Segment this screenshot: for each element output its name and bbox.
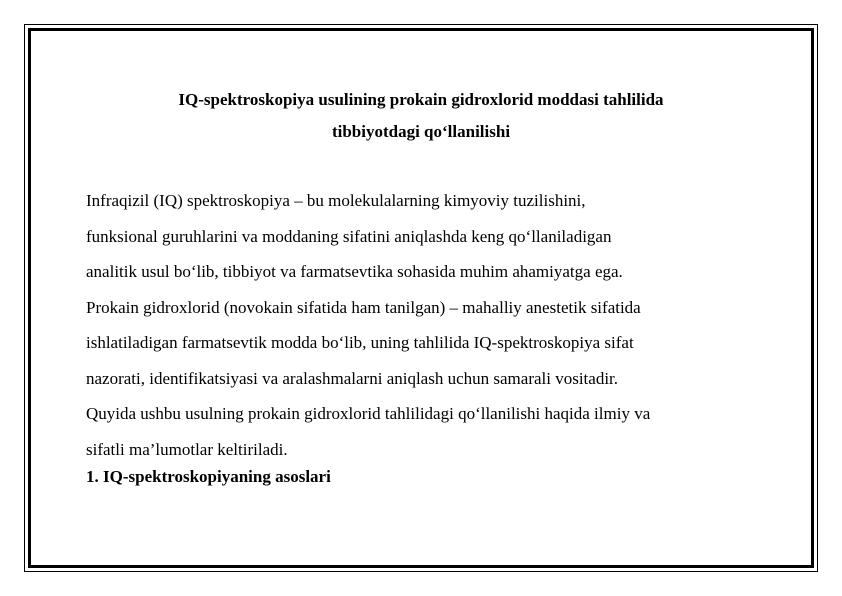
section-heading: 1. IQ-spektroskopiyaning asoslari <box>86 467 331 486</box>
paragraph-line: Prokain gidroxlorid (novokain sifatida ham tanilgan) – mahalliy anestetik sifatida <box>86 297 641 317</box>
title-line-1: IQ-spektroskopiya usulining prokain gidroxlorid moddasi tahlilida <box>178 90 664 109</box>
paragraph-line: analitik usul bo‘lib, tibbiyot va farmatsevtika sohasida muhim ahamiyatga ega. <box>86 262 623 281</box>
paragraph-line: sifatli ma’lumotlar keltiriladi. <box>86 439 288 459</box>
intro-paragraph <box>86 187 776 471</box>
paragraph-line: ishlatiladigan farmatsevtik modda bo‘lib, uning tahlilida IQ-spektroskopiya sifat <box>86 333 634 352</box>
paragraph-line: Infraqizil (IQ) spektroskopiya – bu molekulalarning kimyoviy tuzilishini, <box>86 191 586 210</box>
document-title <box>32 84 810 148</box>
paragraph-line: Quyida ushbu usulning prokain gidroxlorid tahlilidagi qo‘llanilishi haqida ilmiy va <box>86 404 651 423</box>
title-line-2: tibbiyotdagi qo‘llanilishi <box>331 122 511 141</box>
paragraph-line: funksional guruhlarini va moddaning sifatini aniqlashda keng qo‘llaniladigan <box>86 226 612 246</box>
paragraph-line: nazorati, identifikatsiyasi va aralashmalarni aniqlash uchun samarali vositadir. <box>86 368 619 388</box>
